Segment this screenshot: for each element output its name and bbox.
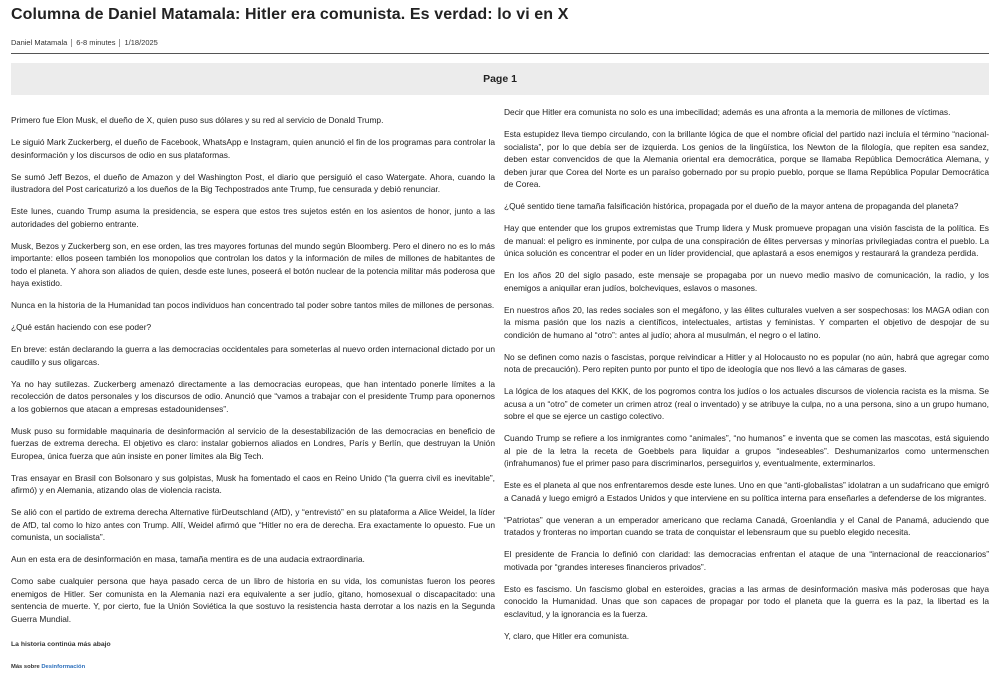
article-title: Columna de Daniel Matamala: Hitler era comunista. Es verdad: lo vi en X <box>11 6 569 23</box>
paragraph: Se sumó Jeff Bezos, el dueño de Amazon y del Washington Post, el diario que persiguió el caso Watergate. Ahora, cuando la ilustradora del Post caricaturizó a los dueños de la Big Techpostrados ante Trump, fue censurada y debió renunciar. <box>11 171 495 194</box>
paragraph: No se definen como nazis o fascistas, porque reivindicar a Hitler y al Holocausto no es popular (no aún, habrá que agregar como nota de precaución). Pero repiten punto por punto el tipo de ideología que nos llevó a las cámaras de gases. <box>504 351 989 374</box>
paragraph: Esto es fascismo. Un fascismo global en esteroides, gracias a las armas de desinformación masiva más poderosas que haya conocido la Humanidad. Unas que son capaces de propagar por todo el planeta que la guerra es la paz, la libertad es la esclavitud, y la ignorancia es la fuerza. <box>504 583 989 619</box>
paragraph: Se alió con el partido de extrema derecha Alternative fürDeutschland (AfD), y “entrevistó” en su plataforma a Alice Weidel, la líder de AfD, tal como lo hizo antes con Trump. Allí, Weidel afirmó que “Hitler no era de derecha. Era exactamente lo opuesto. Fue un comunista, un socialista”. <box>11 507 495 542</box>
paragraph: En breve: están declarando la guerra a las democracias occidentales para someterlas al nuevo orden internacional dictado por un caudillo y sus oligarcas. <box>11 344 495 367</box>
paragraph: Esta estupidez lleva tiempo circulando, con la brillante lógica de que el nombre oficial del partido nazi incluía el término “nacional-socialista”, por lo que debía ser de izquierda. Los genios de la lingüística, los Newton de la filología, que repiten esa sandez, deben estar convencidos de que la Alemania oriental era democrática, porque se llamaba República Democrática Alemana, y deben jurar que Corea del Norte es un paraíso gobernado por su propio pueblo, porque se llama República Popular Democrática de Corea. <box>504 129 989 189</box>
page-label: Page 1 <box>483 73 517 85</box>
paragraph: Aun en esta era de desinformación en masa, tamaña mentira es de una audacia extraordinaria. <box>11 554 365 564</box>
related-topic <box>11 661 495 674</box>
paragraph: Tras ensayar en Brasil con Bolsonaro y sus golpistas, Musk ha fomentado el caos en Reino Unido (“la guerra civil es inevitable”, afirmó) y en Alemania, atizando olas de violencia racista. <box>11 472 495 495</box>
paragraph: Hay que entender que los grupos extremistas que Trump lidera y Musk promueve propagan una visión fascista de la política. Es de manual: el peligro es inminente, por culpa de una conspiración de élites perversas y minorías privilegiadas contra el pueblo. La única solución es concentrar el poder en un líder providencial, que aplastará a esos enemigos y restaurará la grandeza perdida. <box>504 223 989 258</box>
paragraph: ¿Qué están haciendo con ese poder? <box>11 322 152 332</box>
paragraph: En nuestros años 20, las redes sociales son el megáfono, y las élites culturales vuelven a ser sospechosas: los MAGA odian con la misma pasión que los nazis a científicos, intelectuales, artistas y feministas. Y comparten el objetivo de despojar de su condición de humano al “otro”: antes al judío; ahora al musulmán, el negro o el latino. <box>504 304 989 340</box>
paragraph: Este es el planeta al que nos enfrentaremos desde este lunes. Uno en que “anti-globalistas” idolatran a un sudafricano que emigró a Canadá y luego emigró a Estados Unidos y que interviene en su política interna para enseñarles a defenderse de los migrantes. <box>504 480 989 503</box>
paragraph: La lógica de los ataques del KKK, de los pogromos contra los judíos o los actuales discursos de violencia racista es la misma. Se acusa a un “otro” de cometer un crimen atroz (real o inventado) y se atribuye la culpa, no a una persona, sino a un grupo humano, sobre el que se ejerce un castigo colectivo. <box>504 386 989 421</box>
page-label-bar <box>11 63 989 95</box>
paragraph: Decir que Hitler era comunista no solo es una imbecilidad; además es una afronta a la memoria de millones de víctimas. <box>504 107 951 117</box>
right-column <box>504 106 989 652</box>
paragraph: Primero fue Elon Musk, el dueño de X, quien puso sus dólares y su red al servicio de Donald Trump. <box>11 115 384 125</box>
paragraph: En los años 20 del siglo pasado, este mensaje se propagaba por un nuevo medio masivo de comunicación, la radio, y los enemigos a aniquilar eran judíos, bolcheviques, eslavos o masones. <box>504 270 989 293</box>
related-topic-link[interactable]: Desinformación <box>41 664 86 670</box>
header-divider <box>11 53 989 54</box>
author-name[interactable]: Daniel Matamala <box>11 38 68 47</box>
paragraph: El presidente de Francia lo definió con claridad: las democracias enfrentan el ataque de una “internacional de reaccionarios” motivada por “grandes intereses financieros privados”. <box>504 549 989 572</box>
left-column <box>11 114 495 683</box>
paragraph: Y, claro, que Hitler era comunista. <box>504 630 630 641</box>
paragraph: Cuando Trump se refiere a los inmigrantes como “animales”, “no humanos” e inventa que se comen las mascotas, está siguiendo al pie de la letra la receta de Goebbels para liquidar a grupos “indeseables”. Deshumanizarlos como untermenschen (infrahumanos) fue el primer paso para discriminarlos, perseguirlos y, eventualmente, exterminarlos. <box>504 433 989 468</box>
byline <box>11 38 158 47</box>
continue-note: La historia continúa más abajo <box>11 641 111 648</box>
paragraph: ¿Qué sentido tiene tamaña falsificación histórica, propagada por el dueño de la mayor antena de propaganda del planeta? <box>504 201 959 211</box>
paragraph: Este lunes, cuando Trump asuma la presidencia, se espera que estos tres sujetos estén en los asientos de honor, junto a las autoridades del gobierno entrante. <box>11 206 495 229</box>
paragraph: Musk, Bezos y Zuckerberg son, en ese orden, las tres mayores fortunas del mundo según Bloomberg. Pero el dinero no es lo más importante: ellos poseen también los monopolios que controlan los datos y la información de miles de millones de habitantes de todo el planeta. Y ahora son aliados de quien, desde este lunes, poseerá el botón nuclear de la potencia militar más poderosa que haya existido. <box>11 240 495 288</box>
paragraph: Como sabe cualquier persona que haya pasado cerca de un libro de historia en su vida, los comunistas fueron los peores enemigos de Hitler. Ser comunista en la Alemania nazi era equivalente a ser judío, gitano, homosexual o discapacitado: una sentencia de muerte. Y, por cierto, fue la Unión Soviética la que sostuvo la resistencia hasta derrotar a los nazis en la Segunda Guerra Mundial. <box>11 576 495 624</box>
paragraph: Nunca en la historia de la Humanidad tan pocos individuos han concentrado tal poder sobre tantos miles de millones de personas. <box>11 300 495 310</box>
publish-date: 1/18/2025 <box>124 38 158 47</box>
paragraph: “Patriotas” que veneran a un emperador americano que reclama Canadá, Groenlandia y el Canal de Panamá, aduciendo que tratados y fronteras no importan cuando se trata de conquistar el lebensraum que su pueblo elegido necesita. <box>504 514 989 537</box>
article-page <box>11 0 989 683</box>
byline-divider <box>119 39 120 47</box>
byline-divider <box>71 39 72 47</box>
read-time: 6-8 minutes <box>76 38 116 47</box>
related-prefix: Más sobre <box>11 664 40 670</box>
paragraph: Le siguió Mark Zuckerberg, el dueño de Facebook, WhatsApp e Instagram, quien anunció el fin de los programas para controlar la desinformación y los discursos de odio en sus plataformas. <box>11 137 495 160</box>
paragraph: Ya no hay sutilezas. Zuckerberg amenazó directamente a las democracias europeas, que han intentado ponerle límites a la recolección de datos personales y los discursos de odio. Anunció que “vamos a trabajar con el presidente Trump para oponernos a los gobiernos que atacan a empresas estadounidenses”. <box>11 378 495 414</box>
paragraph: Musk puso su formidable maquinaria de desinformación al servicio de la desestabilización de las democracias en beneficio de fuerzas de extrema derecha. El objetivo es claro: instalar gobiernos aliados en Londres, París y Berlín, que destruyan la Unión Europea, única fuerza que aún insiste en poner límites ala Big Tech. <box>11 425 495 461</box>
